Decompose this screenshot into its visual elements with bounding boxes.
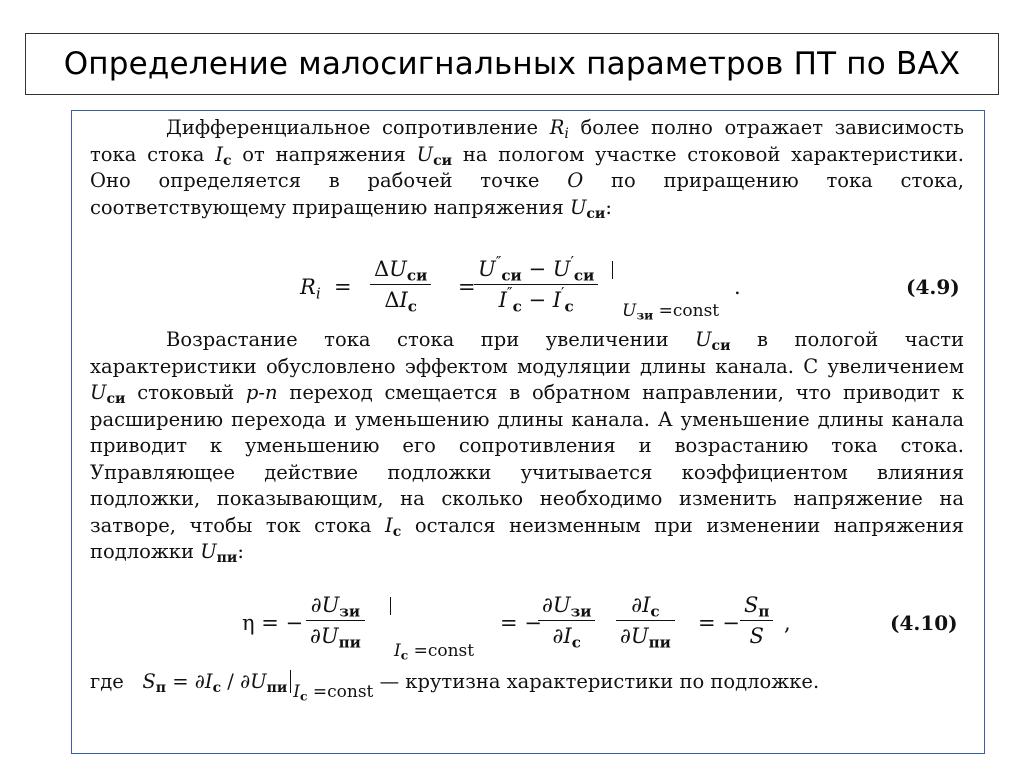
eq2-fraction-3: $\partial I_с$ $\partial U_{пи}$ bbox=[616, 593, 675, 648]
slide-title: Определение малосигнальных параметров ПТ по ВАХ bbox=[63, 46, 961, 82]
paragraph-1: Дифференциальное сопротивление $R_i$ более полно отражает зависимость тока стока $I_с$ от напряжения $U_{си}$ на пологом участке стоковой характеристики. Оно определяется в рабочей точке O по приращению тока стока, соответствующему приращению напряжения $U_{си}$: bbox=[90, 116, 965, 222]
slide-title-box bbox=[25, 33, 999, 95]
eq2-fraction-4: $S_п$ S bbox=[740, 593, 773, 648]
eq1-fraction-delta: $\Delta U_{си}$ $\Delta I_с$ bbox=[370, 257, 431, 312]
eq2-fraction-2: $\partial U_{зи}$ $\partial I_с$ bbox=[538, 593, 595, 648]
equation-4-9: $R_i$ = $\Delta U_{си}$ $\Delta I_с$ = $U''_{си} - U'_{си}$ $I''_с - I'_с$ $U_{зи}$ =const . (4.9) bbox=[300, 252, 960, 323]
eq2-fraction-1: $\partial U_{зи}$ $\partial U_{пи}$ bbox=[306, 593, 365, 648]
equation-4-10: η = − $\partial U_{зи}$ $\partial U_{пи}$ $I_с$ =const = − $\partial U_{зи}$ $\partial I_с$ $\partial I_с$ $\partial U_{пи}$ = − $S_п$ S , (4.10) bbox=[242, 593, 958, 663]
paragraph-3: где $S_п = \partial I_с / \partial U_{пи}$ $I_с$ =const — крутизна характеристики по подложке. bbox=[90, 670, 820, 704]
equation-number-4-10: (4.10) bbox=[890, 611, 958, 635]
equation-number-4-9: (4.9) bbox=[906, 275, 960, 299]
scanned-textbook-page bbox=[71, 110, 985, 754]
paragraph-2: Возрастание тока стока при увеличении $U_{си}$ в пологой части характеристики обусловлено эффектом модуляции длины канала. С увеличением $U_{си}$ стоковый p-n переход смещается в обратном направлении, что приводит к расширению перехода и уменьшению длины канала. А уменьшение длины канала приводит к уменьшению его сопротивления и возрастанию тока стока. Управляющее действие подложки учитывается коэффициентом влияния подложки, показывающим, на сколько необходимо изменить напряжение на затворе, чтобы ток стока $I_с$ остался неизменным при изменении напряжения подложки $U_{пи}$: bbox=[90, 328, 965, 567]
eq1-fraction-difference: $U''_{си} - U'_{си}$ $I''_с - I'_с$ bbox=[474, 257, 598, 312]
